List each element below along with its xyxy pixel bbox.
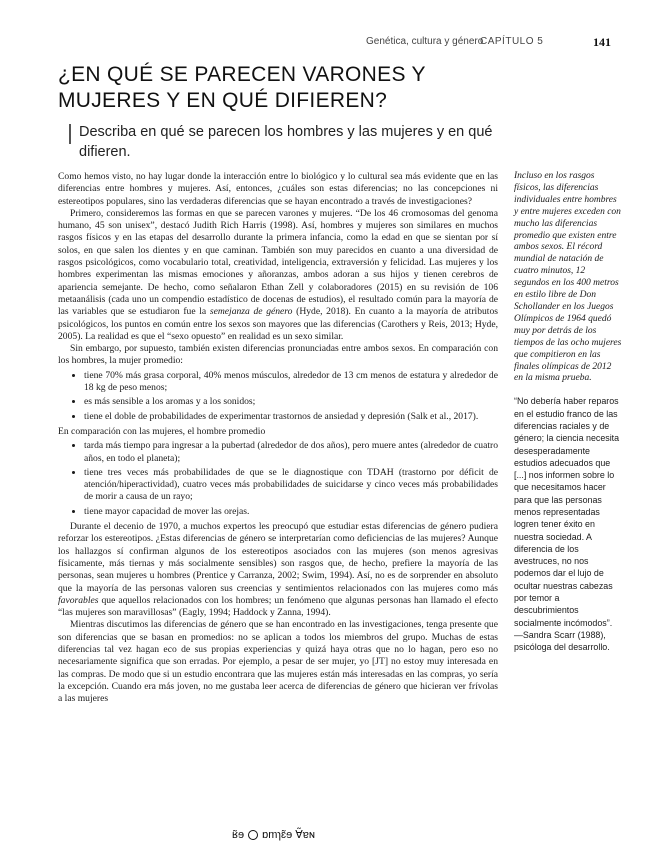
margin-column [514, 171, 622, 654]
circle-icon [248, 830, 258, 840]
paragraph-5-emphasis: favorables [58, 594, 99, 606]
paragraph-2-part-a: Primero, consideremos las formas en que se parecen varones y mujeres. “De los 46 cromosomas del genoma humano, 45 son unisex”, destacó Judith Rich Harris (1998). Así, hombres y mujeres son similares en muchos rasgos físicos y en las etapas del desarrollo durante la primera infancia, como la edad en que se sientan por sí solos, en que salen los dientes y en que caminan. También son muy parecidos en cuanto a una diversidad de rasgos psicológicos, como vocabulario total, creatividad, inteligencia, extraversión y felicidad. Las mujeres y los hombres experimentan las mismas emociones y añoranzas, ambos adoran a sus hijos y tienen cerebros de apariencia semejante. De hecho, como señalaron Ethan Zell y colaboradores (2015) en su revisión de 106 metaanálisis (cada uno un compendio estadístico de docenas de estudios), el resultado común para la mayoría de las variables que se estudiaron fue la [58, 207, 498, 318]
paragraph-4: En comparación con las mujeres, el hombre promedio [58, 425, 266, 437]
list-item: • tarda más tiempo para ingresar a la pubertad (alrededor de dos años), pero muere antes (alrededor de cuatro años, en todo el planeta); [84, 440, 498, 465]
subtitle-rule [69, 124, 71, 144]
list-item: • tiene mayor capacidad de mover las orejas. [84, 506, 498, 518]
page-number: 141 [593, 35, 611, 49]
paragraph-5-part-b: que aquellos relacionados con los hombres; un fenómeno que algunas personas han llamado el efecto “las mujeres son maravillosas” (Eagly, 1994; Haddock y Zanna, 1994). [58, 594, 498, 619]
paragraph-1: Como hemos visto, no hay lugar donde la interacción entre lo biológico y lo cultural sea más evidente que en las diferencias entre hombres y mujeres. Así, entonces, ¿cuáles son estas diferencias; no las concepciones ni estereotipos populares, sino las verdaderas diferencias que se hayan encontrado a través de investigaciones? [58, 171, 498, 207]
paragraph-2-part-b: (Hyde, 2018). En cuanto a la mayoría de atributos psicológicos, los puntos en común entre los sexos son mayores que las diferencias (Carothers y Reis, 2013; Hyde, 2005). La realidad es que el “sexo opuesto” en realidad es un sexo similar. [58, 306, 499, 342]
paragraph-2-emphasis: semejanza de género [209, 306, 293, 318]
footer-left-text: ʁ̃ɘ [232, 829, 245, 841]
paragraph-5-part-a: Durante el decenio de 1970, a muchos expertos les preocupó que estudiar estas diferencias de género pudiera reforzar los estereotipos. ¿Estas diferencias de género se interpretarían como deficiencias de las mujeres? Aunque los hallazgos sí confirman algunos de los estereotipos asociados con las mujeres (son menos agresivas físicamente, más tiernas y más socialmente sensibles) son rasgos que, de hecho, prefiere la mayoría de las personas, sean mujeres u hombres (Prentice y Carranza, 2002; Swim, 1994). Así, no es de sorprender en absoluto que la mayoría de las personas valoren sus creencias y sentimientos relacionados con las mujeres como más [58, 521, 498, 594]
chapter-label: CAPÍTULO 5 [480, 36, 544, 47]
paragraph-3: Sin embargo, por supuesto, también existen diferencias pronunciadas entre ambos sexos. En comparación con los hombres, la mujer promedio: [58, 343, 498, 367]
margin-quote: “No debería haber reparos en el estudio franco de las diferencias raciales y de género; la ciencia necesita desesperadamente estudios adecuados que [...] nos informen sobre lo que necesitamos hacer para que las personas menos representadas logren tener éxito en nuestra sociedad. A diferencia de los avestruces, no nos podemos dar el lujo de ocultar nuestras cabezas por temor a descubrimientos socialmente incómodos”. [514, 396, 620, 628]
women-differences-list [58, 370, 498, 423]
paragraph-2 [58, 208, 498, 343]
list-item: • tiene el doble de probabilidades de experimentar trastornos de ansiedad y depresión (Salk et al., 2017). [84, 411, 498, 423]
list-item: • tiene 70% más grasa corporal, 40% menos músculos, alrededor de 13 cm menos de estatura y alrededor de 18 kg de peso menos; [84, 370, 498, 395]
list-item: • tiene tres veces más probabilidades de que se le diagnostique con TDAH (trastorno por déficit de atención/hiperactividad), cuatro veces más probabilidades de suicidarse y cinco veces más probabilidades de morir a causa de un rayo; [84, 467, 498, 504]
main-text [58, 171, 498, 705]
section-title: ¿EN QUÉ SE PARECEN VARONES Y MUJERES Y EN QUÉ DIFIEREN? [58, 63, 426, 112]
paragraph-5 [58, 521, 498, 619]
footer-right-text: ɒmɿɛ̃ɘ Ɐ̃ɐɴ [262, 829, 315, 841]
page-footer [232, 828, 432, 842]
running-header [0, 36, 660, 50]
men-differences-list [58, 440, 498, 518]
list-item: • es más sensible a los aromas y a los sonidos; [84, 396, 498, 408]
section-subtitle: Describa en qué se parecen los hombres y las mujeres y en qué difieren. [79, 124, 493, 160]
book-title: Genética, cultura y género [366, 36, 484, 47]
quote-source: —Sandra Scarr (1988), psicóloga del desarrollo. [514, 629, 610, 653]
margin-note: Incluso en los rasgos físicos, las diferencias individuales entre hombres y entre mujeres exceden con mucho las diferencias promedio que existen entre ambos sexos. El récord mundial de natación de cuatro minutos, 12 segundos en los 400 metros en estilo libre de Don Schollander en los Juegos Olímpicos de 1964 quedó muy por detrás de los tiempos de las ocho mujeres que compitieron en las finales olímpicas de 2012 en la misma prueba. [514, 171, 622, 384]
paragraph-6: Mientras discutimos las diferencias de género que se han encontrado en las investigaciones, tenga presente que son diferencias que se basan en promedios: no se aplican a todos los miembros del grupo. Muchas de estas diferencias tal vez hagan eco de sus propias experiencias y quizá haya otras que no lo hagan, pero eso no necesariamente significa que son erradas. Por ejemplo, a pesar de ser mujer, yo [JT] no estoy muy interesada en las compras. De modo que si un estudio encontrara que las mujeres están más interesadas en las compras, yo sería la excepción. Cuando era más joven, no me gustaba leer acerca de diferencias de género que hicieran ver frívolas a las mujeres [58, 619, 498, 705]
